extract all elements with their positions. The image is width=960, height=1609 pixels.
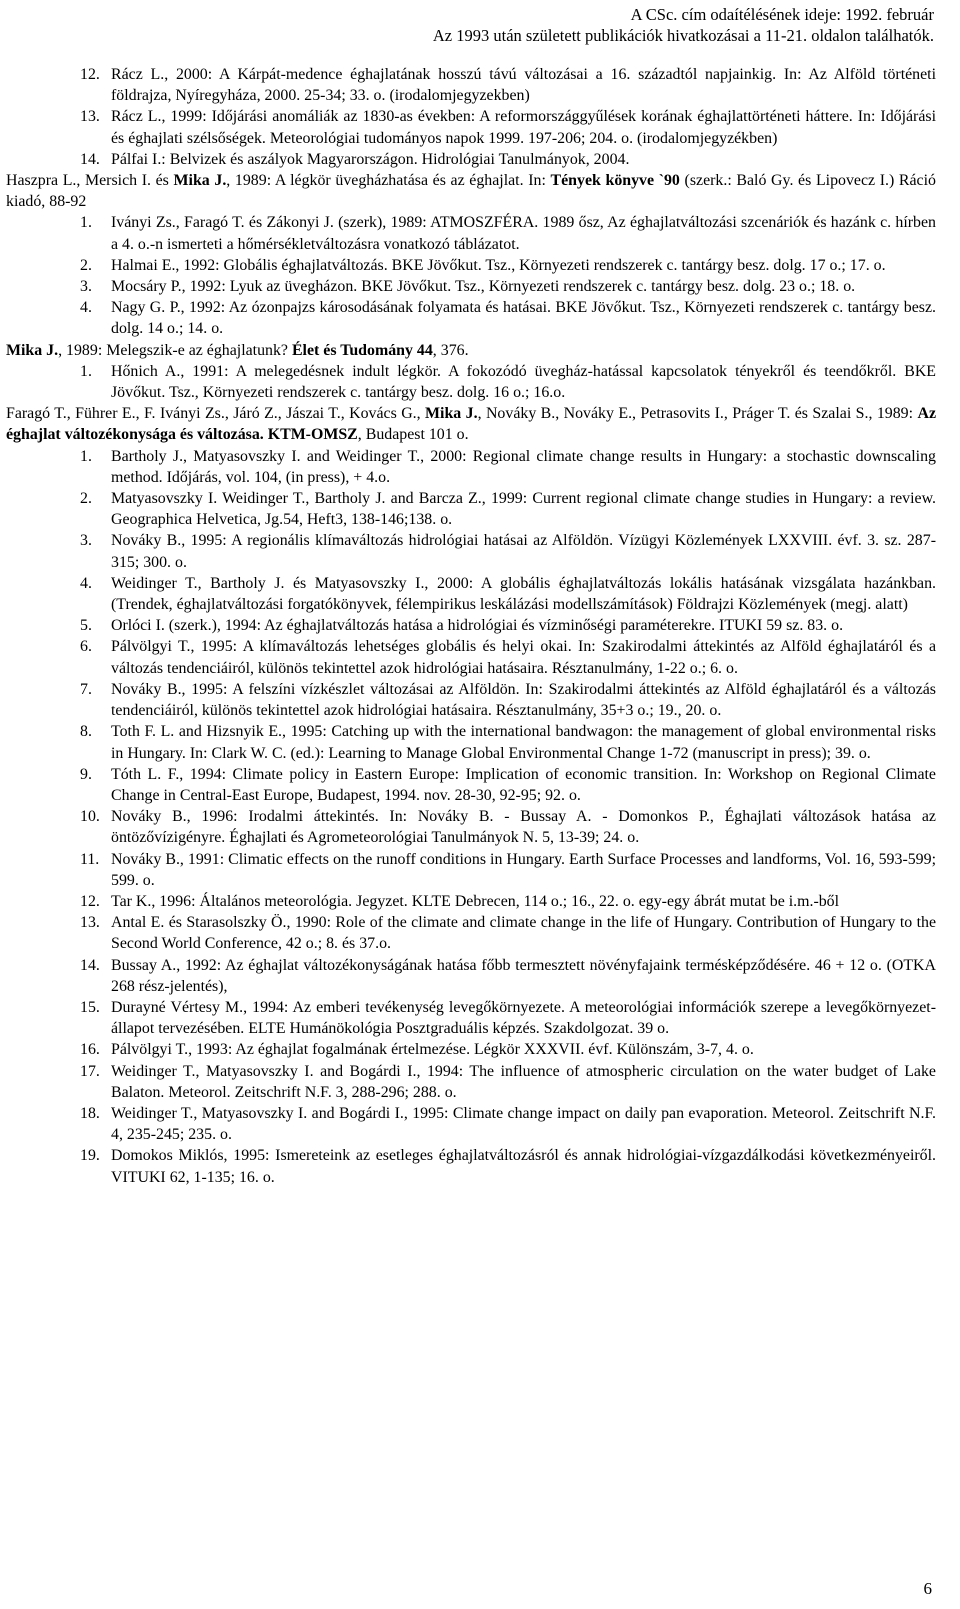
citation-item: [6, 1039, 936, 1060]
citation-item: [6, 1061, 936, 1103]
citation-number: 1.: [80, 214, 92, 232]
citation-text: Nagy G. P., 1992: Az ózonpajzs károsodásának folyamata és hatásai. BKE Jövőkut. Tsz., Környezeti rendszerek c. tantárgy besz. dolg. 14 o.; 14. o.: [111, 299, 936, 338]
citation-item: [6, 891, 936, 912]
citation-text: Nováky B., 1995: A regionális klímaváltozás hidrológiai hatásai az Alföldön. Vízügyi Közlemények LXXVIII. évf. 3. sz. 287-315; 300. o.: [111, 532, 936, 571]
citation-number: 2.: [80, 490, 92, 508]
citation-item: [6, 679, 936, 721]
publication-entry: Mika J., 1989: Melegszik-e az éghajlatunk? Élet és Tudomány 44, 376.: [6, 341, 469, 359]
citation-item: [6, 106, 936, 148]
citation-number: 14.: [80, 956, 100, 974]
citation-number: 9.: [80, 765, 92, 783]
citation-number: 4.: [80, 574, 92, 592]
citation-item: [6, 361, 936, 403]
citation-number: 5.: [80, 617, 92, 635]
citation-item: [6, 636, 936, 678]
citation-text: Domokos Miklós, 1995: Ismereteink az esetleges éghajlatváltozásról és annak hidrológiai-vízgazdálkodási következményeiről. VITUKI 62, 1-135; 16. o.: [111, 1147, 936, 1186]
citation-text: Nováky B., 1995: A felszíni vízkészlet változásai az Alföldön. In: Szakirodalmi áttekintés az Alföld éghajlatáról és a változás tendenciáiról, különös tekintettel azok hidrológiai hatásaira. Résztanulmány, 35+3 o.; 19., 20. o.: [111, 680, 936, 720]
citation-number: 17.: [80, 1062, 100, 1080]
citation-text: Rácz L., 2000: A Kárpát-medence éghajlatának hosszú távú változásai a 16. századtól napjainkig. In: Az Alföld történeti földrajza, Nyíregyháza, 2000. 25-34; 33. o. (irodalomjegyzekben): [111, 66, 936, 105]
citation-text: Pálvölgyi T., 1995: A klímaváltozás lehetséges globális és helyi okai. In: Szakirodalmi áttekintés az Alföld éghajlatáról és a változás tendenciáiról, különös tekintettel azok hidrológiai hatásaira. Résztanulmány, 1-22 o.; 6. o.: [111, 638, 936, 677]
citation-text: Tar K., 1996: Általános meteorológia. Jegyzet. KLTE Debrecen, 114 o.; 16., 22. o. egy-egy ábrát mutat be i.m.-ből: [111, 892, 840, 910]
citation-number: 16.: [80, 1041, 100, 1059]
citation-number: 13.: [80, 914, 100, 932]
citation-number: 12.: [80, 892, 100, 910]
citation-number: 14.: [80, 150, 100, 168]
citation-item: [6, 955, 936, 997]
citation-text: Matyasovszky I. Weidinger T., Bartholy J. and Barcza Z., 1999: Current regional climate change studies in Hungary: a review. Geographica Helvetica, Jg.54, Heft3, 138-146;138. o.: [111, 490, 936, 529]
citation-number: 13.: [80, 108, 100, 126]
citation-number: 8.: [80, 723, 92, 741]
citation-item: [6, 806, 936, 848]
citation-text: Nováky B., 1996: Irodalmi áttekintés. In: Nováky B. - Bussay A. - Domonkos P., Éghajlati változások hatása az öntözővízigényre. Éghajlati és Agrometeorológiai Tanulmányok N. 5, 13-39; 24. o.: [111, 808, 936, 847]
citation-text: Mocsáry P., 1992: Lyuk az üvegházon. BKE Jövőkut. Tsz., Környezeti rendszerek c. tantárgy besz. dolg. 23 o.; 18. o.: [111, 278, 856, 296]
citation-item: [6, 721, 936, 763]
citation-item: [6, 912, 936, 954]
citation-text: Antal E. és Starasolszky Ö., 1990: Role of the climate and climate change in the life of Hungary. Contribution of Hungary to the Second World Conference, 42 o.; 8. és 37.o.: [111, 914, 936, 953]
citation-item: [6, 997, 936, 1039]
citation-text: Iványi Zs., Faragó T. és Zákonyi J. (szerk), 1989: ATMOSZFÉRA. 1989 ősz, Az éghajlatváltozási szcenáriók és hazánk c. hírben a 4. o.-n ismerteti a hőmérsékletváltozásra vonatkozó táblázatot.: [111, 214, 936, 253]
citation-item: [6, 64, 936, 106]
citation-number: 10.: [80, 808, 100, 826]
citation-text: Toth F. L. and Hizsnyik E., 1995: Catching up with the international bandwagon: the management of global environmental risks in Hungary. In: Clark W. C. (ed.): Learning to Manage Global Environmental Change 1-72 (manuscript in press); 39. o.: [111, 723, 936, 762]
citation-item: [6, 149, 936, 170]
page-header: [433, 4, 934, 46]
citation-item: [6, 488, 936, 530]
citation-text: Pálfai I.: Belvizek és aszályok Magyarországon. Hidrológiai Tanulmányok, 2004.: [111, 150, 630, 168]
citation-number: 11.: [80, 850, 100, 868]
citation-item: [6, 297, 936, 339]
citation-item: [6, 849, 936, 891]
citation-text: Bussay A., 1992: Az éghajlat változékonyságának hatása főbb termesztett növényfajaink termésképződésére. 46 + 12 o. (OTKA 268 rész-jelentés),: [111, 956, 936, 995]
citation-item: [6, 573, 936, 615]
citation-text: Hőnich A., 1991: A melegedésnek indult légkör. A fokozódó üvegház-hatással kapcsolatok tényekről és teendőkről. BKE Jövőkut. Tsz., Környezeti rendszerek c. tantárgy besz. dolg. 16 o.; 16.o.: [111, 362, 936, 402]
citation-text: Bartholy J., Matyasovszky I. and Weidinger T., 2000: Regional climate change results in Hungary: a stochastic downscaling method. Időjárás, vol. 104, (in press), + 4.o.: [111, 447, 936, 486]
citation-text: Weidinger T., Matyasovszky I. and Bogárdi I., 1995: Climate change impact on daily pan evaporation. Meteorol. Zeitschrift N.F. 4, 235-245; 235. o.: [111, 1104, 936, 1144]
publication-entry: Haszpra L., Mersich I. és Mika J., 1989: A légkör üvegházhatása és az éghajlat. In: Tények könyve `90 (szerk.: Baló Gy. és Lipovecz I.) Ráció kiadó, 88-92: [6, 172, 936, 211]
citation-text: Tóth L. F., 1994: Climate policy in Eastern Europe: Implication of economic transition. In: Workshop on Regional Climate Change in Central-East Europe, Budapest, 1994. nov. 28-30, 92-95; 92. o.: [111, 765, 936, 804]
header-line-2: Az 1993 után született publikációk hivatkozásai a 11-21. oldalon találhatók.: [432, 26, 934, 45]
citation-number: 1.: [80, 447, 92, 465]
citation-text: Durayné Vértesy M., 1994: Az emberi tevékenység levegőkörnyezete. A meteorológiai információk szerepe a levegőkörnyezet-állapot tervezésében. ELTE Humánökológia Posztgraduális képzés. Szakdolgozat. 39 o.: [111, 998, 936, 1038]
citation-item: [6, 764, 936, 806]
citation-item: [6, 1145, 936, 1187]
citation-item: [6, 615, 936, 636]
citation-text: Weidinger T., Matyasovszky I. and Bogárdi I., 1994: The influence of atmospheric circulation on the water budget of Lake Balaton. Meteorol. Zeitschrift N.F. 3, 288-296; 288. o.: [111, 1062, 936, 1101]
citation-text: Pálvölgyi T., 1993: Az éghajlat fogalmának értelmezése. Légkör XXXVII. évf. Különszám, 3-7, 4. o.: [111, 1041, 754, 1059]
citation-number: 3.: [80, 278, 92, 296]
citation-number: 18.: [80, 1104, 100, 1122]
citation-number: 6.: [80, 638, 92, 656]
citation-text: Weidinger T., Bartholy J. és Matyasovszky I., 2000: A globális éghajlatváltozás lokális hatásának vizsgálata hazánkban. (Trendek, éghajlatváltozási forgatókönyvek, félempirikus leskálázási modellszámítások) Földrajzi Közlemények (megj. alatt): [111, 574, 936, 614]
citation-number: 15.: [80, 998, 100, 1016]
citation-number: 1.: [80, 362, 92, 380]
citation-text: Rácz L., 1999: Időjárási anomáliák az 1830-as években: A reformországgyűlések korának éghajlattörténeti háttere. In: Időjárási és éghajlati szélsőségek. Meteorológiai tudományos napok 1999. 197-206; 204. o. (irodalomjegyzékben): [111, 108, 936, 147]
reference-list: [6, 64, 936, 1188]
citation-item: [6, 446, 936, 488]
citation-number: 7.: [80, 680, 92, 698]
citation-item: [6, 530, 936, 572]
citation-text: Nováky B., 1991: Climatic effects on the runoff conditions in Hungary. Earth Surface Processes and landforms, Vol. 16, 593-599; 599. o.: [111, 850, 936, 889]
citation-number: 3.: [80, 532, 92, 550]
citation-text: Orlóci I. (szerk.), 1994: Az éghajlatváltozás hatása a hidrológiai és vízminőségi paraméterekre. ITUKI 59 sz. 83. o.: [111, 617, 844, 635]
citation-number: 2.: [80, 256, 92, 274]
citation-item: [6, 255, 936, 276]
page-number: 6: [923, 1579, 932, 1598]
citation-item: [6, 212, 936, 254]
citation-number: 19.: [80, 1147, 100, 1165]
citation-text: Halmai E., 1992: Globális éghajlatváltozás. BKE Jövőkut. Tsz., Környezeti rendszerek c. tantárgy besz. dolg. 17 o.; 17. o.: [111, 256, 886, 274]
citation-item: [6, 276, 936, 297]
citation-item: [6, 1103, 936, 1145]
citation-number: 12.: [80, 66, 100, 83]
publication-entry: Faragó T., Führer E., F. Iványi Zs., Járó Z., Jászai T., Kovács G., Mika J., Nováky B., Nováky E., Petrasovits I., Práger T. és Szalai S., 1989: Az éghajlat változékonysága és változása. KTM-OMSZ, Budapest 101 o.: [6, 405, 936, 444]
citation-number: 4.: [80, 299, 92, 317]
header-line-1: A CSc. cím odaítélésének ideje: 1992. február: [630, 5, 934, 24]
